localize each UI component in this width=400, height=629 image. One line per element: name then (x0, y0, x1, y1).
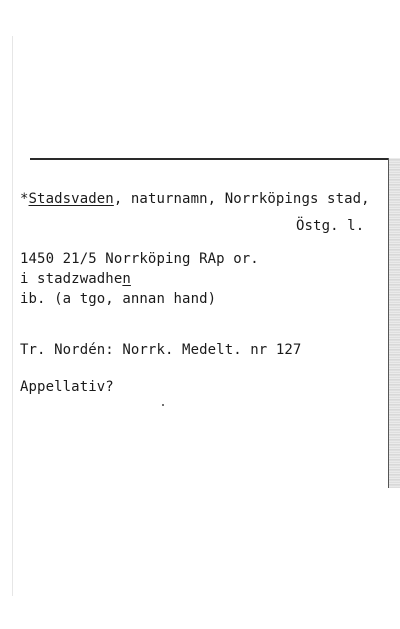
attested-form-underlined: n (122, 271, 131, 287)
source-date-line: 1450 21/5 Norrköping RAp or. (20, 251, 259, 267)
card-top-rule (30, 158, 390, 160)
asterisk-mark: * (20, 191, 29, 207)
entry-heading-line (20, 190, 370, 208)
card-left-margin (12, 36, 13, 596)
card-right-edge (388, 158, 400, 488)
print-reference-line: Tr. Nordén: Norrk. Medelt. nr 127 (20, 342, 302, 358)
headword: Stadsvaden (28, 191, 114, 207)
note-line: Appellativ? (20, 379, 114, 395)
attested-form-line (20, 270, 131, 288)
attested-form: i stadzwadhe (20, 271, 123, 287)
ibidem-line: ib. (a tgo, annan hand) (20, 291, 217, 307)
province-abbreviation: Östg. l. (296, 218, 365, 234)
heading-description: , naturnamn, Norrköpings stad, (113, 191, 370, 207)
ink-speck (162, 404, 164, 406)
